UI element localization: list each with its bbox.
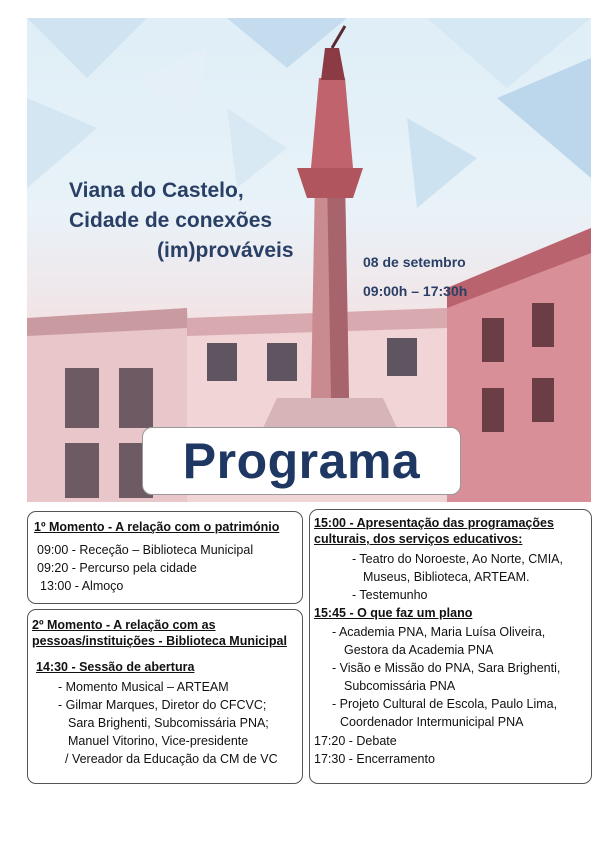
second-moment-box: [27, 609, 303, 784]
list-item: Subcomissária PNA: [344, 679, 456, 693]
list-item: - Teatro do Noroeste, Ao Norte, CMIA,: [352, 552, 563, 566]
list-item: Gestora da Academia PNA: [344, 643, 494, 657]
list-item: - Projeto Cultural de Escola, Paulo Lima,: [332, 697, 558, 711]
title-line-1: Viana do Castelo,: [69, 179, 244, 202]
title-line-3: (im)prováveis: [157, 239, 294, 262]
list-item: - Visão e Missão do PNA, Sara Brighenti,: [332, 661, 561, 675]
list-item: Coordenador Intermunicipal PNA: [340, 715, 524, 729]
event-date: 08 de setembro: [363, 254, 466, 270]
list-item: 17:30 - Encerramento: [314, 752, 435, 766]
first-moment-heading: 1º Momento - A relação com o património: [34, 520, 280, 534]
second-moment-heading-1: 2º Momento - A relação com as: [32, 618, 216, 632]
list-item: 13:00 - Almoço: [40, 579, 124, 593]
list-item: 09:20 - Percurso pela cidade: [37, 561, 197, 575]
list-item: Manuel Vitorino, Vice-presidente: [68, 734, 249, 748]
opening-session-heading: 14:30 - Sessão de abertura: [36, 660, 195, 674]
poster-title: [69, 176, 294, 266]
event-date-time: [363, 248, 467, 306]
list-item: 17:20 - Debate: [314, 734, 397, 748]
list-item: - Testemunho: [352, 588, 428, 602]
list-item: Sara Brighenti, Subcomissária PNA;: [68, 716, 269, 730]
second-moment-heading-2: pessoas/instituições - Biblioteca Municipal: [32, 634, 287, 648]
list-item: 09:00 - Receção – Biblioteca Municipal: [37, 543, 254, 557]
first-moment-box: [27, 511, 303, 604]
list-item: - Academia PNA, Maria Luísa Oliveira,: [332, 625, 546, 639]
presentations-heading-1: 15:00 - Apresentação das programações: [314, 516, 554, 530]
program-title: Programa: [182, 433, 421, 489]
list-item: - Gilmar Marques, Diretor do CFCVC;: [58, 698, 267, 712]
poster-image: [27, 18, 591, 502]
program-title-box: [142, 427, 461, 495]
list-item: - Momento Musical – ARTEAM: [58, 680, 229, 694]
list-item: Museus, Biblioteca, ARTEAM.: [363, 570, 530, 584]
presentations-heading-2: culturais, dos serviços educativos:: [314, 532, 523, 546]
list-item: / Vereador da Educação da CM de VC: [65, 752, 278, 766]
title-line-2: Cidade de conexões: [69, 209, 273, 232]
plan-heading: 15:45 - O que faz um plano: [314, 606, 473, 620]
afternoon-program-box: [309, 509, 592, 784]
event-time: 09:00h – 17:30h: [363, 283, 468, 299]
